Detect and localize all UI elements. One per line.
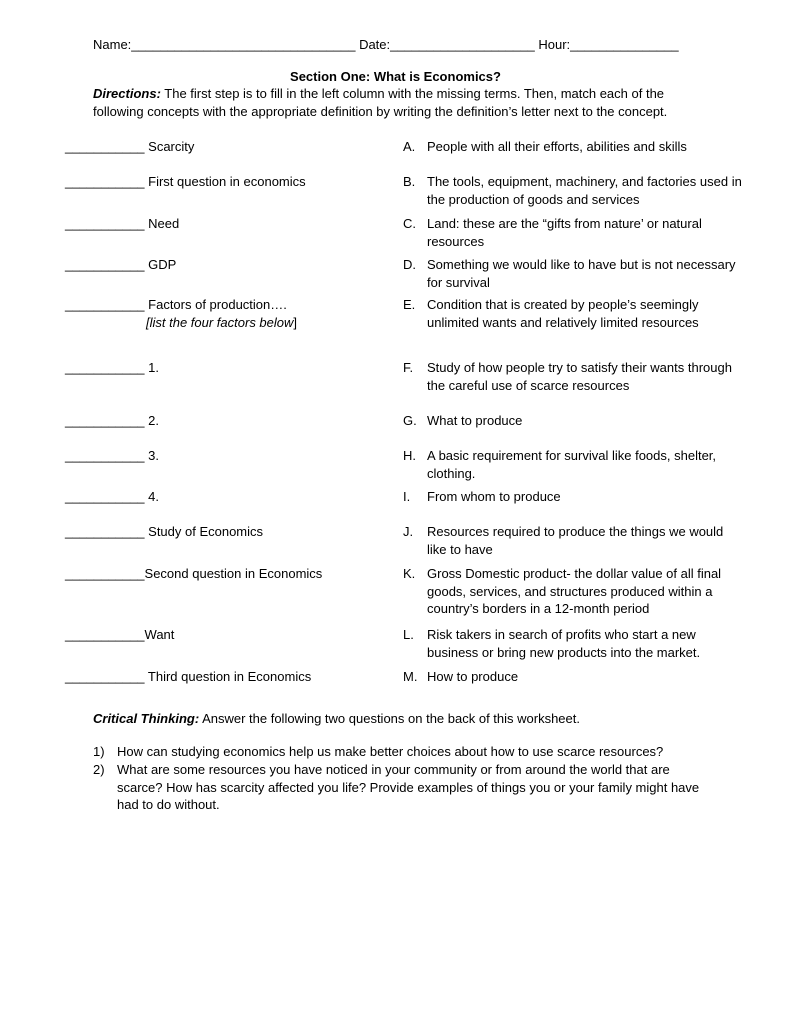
term-row xyxy=(65,565,322,583)
definition-letter: B. xyxy=(403,174,416,189)
critical-thinking-heading xyxy=(93,710,580,728)
answer-blank[interactable]: ___________ xyxy=(65,669,145,684)
definition-item xyxy=(403,523,743,558)
answer-blank[interactable]: ___________ xyxy=(65,216,145,231)
term-row xyxy=(65,626,174,644)
term-row xyxy=(65,359,159,377)
definition-item xyxy=(403,488,743,506)
definition-item xyxy=(403,412,743,430)
term-label: First question in economics xyxy=(144,174,306,189)
critical-thinking-text: Answer the following two questions on the back of this worksheet. xyxy=(199,711,580,726)
definition-item xyxy=(403,256,743,291)
term-row xyxy=(65,523,263,541)
definition-text: Land: these are the “gifts from nature’ or natural resources xyxy=(427,216,702,249)
definition-letter: M. xyxy=(403,669,418,684)
definition-letter: A. xyxy=(403,139,416,154)
term-label: Want xyxy=(144,627,175,642)
term-label: Need xyxy=(144,216,180,231)
definition-letter: C. xyxy=(403,216,416,231)
definition-text: A basic requirement for survival like foods, shelter, clothing. xyxy=(427,448,717,481)
term-label: Third question in Economics xyxy=(144,669,312,684)
hour-field[interactable]: _______________ xyxy=(570,37,679,52)
term-row xyxy=(65,256,176,274)
definition-text: Risk takers in search of profits who start a new business or bring new products into the market. xyxy=(427,627,701,660)
answer-blank[interactable]: ___________ xyxy=(65,297,145,312)
term-row xyxy=(65,668,311,686)
definition-item xyxy=(403,565,743,618)
definition-letter: I. xyxy=(403,489,411,504)
term-label: Scarcity xyxy=(144,139,195,154)
answer-blank[interactable]: ___________ xyxy=(65,448,145,463)
definition-text: From whom to produce xyxy=(427,489,561,504)
definition-text: Resources required to produce the things we would like to have xyxy=(427,524,724,557)
definition-text: Study of how people try to satisfy their wants through the careful use of scarce resources xyxy=(427,360,732,393)
definition-item xyxy=(403,215,743,250)
definition-item xyxy=(403,626,743,661)
answer-blank[interactable]: ___________ xyxy=(65,627,145,642)
answer-blank[interactable]: ___________ xyxy=(65,360,145,375)
definition-item xyxy=(403,138,743,156)
section-title: Section One: What is Economics? xyxy=(290,69,501,84)
term-row xyxy=(65,215,179,233)
date-label: Date: xyxy=(359,37,391,52)
answer-blank[interactable]: ___________ xyxy=(65,257,145,272)
term-sublabel-bracket: ] xyxy=(293,314,298,330)
definition-item xyxy=(403,359,743,394)
definition-text: How to produce xyxy=(427,669,519,684)
definition-letter: K. xyxy=(403,566,416,581)
term-row xyxy=(65,447,159,465)
question-text: What are some resources you have noticed in your community or from around the world that are scarce? How has scarcity affected you life? Provide examples of things you or your family might have had to do without. xyxy=(117,762,700,812)
definition-text: What to produce xyxy=(427,413,523,428)
answer-blank[interactable]: ___________ xyxy=(65,139,145,154)
directions-text: The first step is to fill in the left column with the missing terms. Then, match each of the following concepts with the appropriate definition by writing the definition’s letter next to the concept. xyxy=(93,86,668,119)
answer-blank[interactable]: ___________ xyxy=(65,566,145,581)
term-sublabel-italic: [list the four factors below xyxy=(146,314,294,330)
date-field[interactable]: ____________________ xyxy=(390,37,535,52)
definition-letter: L. xyxy=(403,627,414,642)
answer-blank[interactable]: ___________ xyxy=(65,174,145,189)
term-label: 1. xyxy=(144,360,159,375)
question-item xyxy=(93,761,713,814)
term-label: GDP xyxy=(144,257,177,272)
term-label: Factors of production…. xyxy=(144,297,287,312)
term-label: 3. xyxy=(144,448,159,463)
hour-label: Hour: xyxy=(538,37,571,52)
definition-letter: J. xyxy=(403,524,414,539)
definition-letter: G. xyxy=(403,413,417,428)
definition-item xyxy=(403,668,743,686)
term-label: Second question in Economics xyxy=(144,566,323,581)
definition-text: Gross Domestic product- the dollar value of all final goods, services, and structures produced within a country’s borders in a 12-month period xyxy=(427,566,722,616)
term-label: 2. xyxy=(144,413,159,428)
directions-label: Directions: xyxy=(93,86,161,101)
term-sublabel xyxy=(65,314,297,332)
term-row xyxy=(65,173,306,191)
critical-thinking-label: Critical Thinking: xyxy=(93,711,200,726)
answer-blank[interactable]: ___________ xyxy=(65,489,145,504)
definition-text: The tools, equipment, machinery, and factories used in the production of goods and services xyxy=(427,174,742,207)
header-fields xyxy=(93,36,679,54)
term-row xyxy=(65,296,297,331)
definition-letter: D. xyxy=(403,257,416,272)
question-number: 2) xyxy=(93,762,105,777)
answer-blank[interactable]: ___________ xyxy=(65,413,145,428)
question-text: How can studying economics help us make better choices about how to use scarce resources? xyxy=(117,744,664,759)
definition-text: Something we would like to have but is not necessary for survival xyxy=(427,257,736,290)
term-label: 4. xyxy=(144,489,159,504)
definition-letter: F. xyxy=(403,360,414,375)
definition-text: Condition that is created by people’s seemingly unlimited wants and relatively limited resources xyxy=(427,297,699,330)
definition-text: People with all their efforts, abilities and skills xyxy=(427,139,687,154)
answer-blank[interactable]: ___________ xyxy=(65,524,145,539)
name-field[interactable]: _______________________________ xyxy=(131,37,356,52)
definition-letter: E. xyxy=(403,297,416,312)
question-item xyxy=(93,743,713,761)
definition-letter: H. xyxy=(403,448,416,463)
term-row xyxy=(65,412,159,430)
term-row xyxy=(65,488,159,506)
definition-item xyxy=(403,173,743,208)
definition-item xyxy=(403,296,743,331)
definition-item xyxy=(403,447,743,482)
term-label: Study of Economics xyxy=(144,524,264,539)
term-row xyxy=(65,138,194,156)
name-label: Name: xyxy=(93,37,132,52)
question-number: 1) xyxy=(93,744,105,759)
directions xyxy=(93,85,713,120)
